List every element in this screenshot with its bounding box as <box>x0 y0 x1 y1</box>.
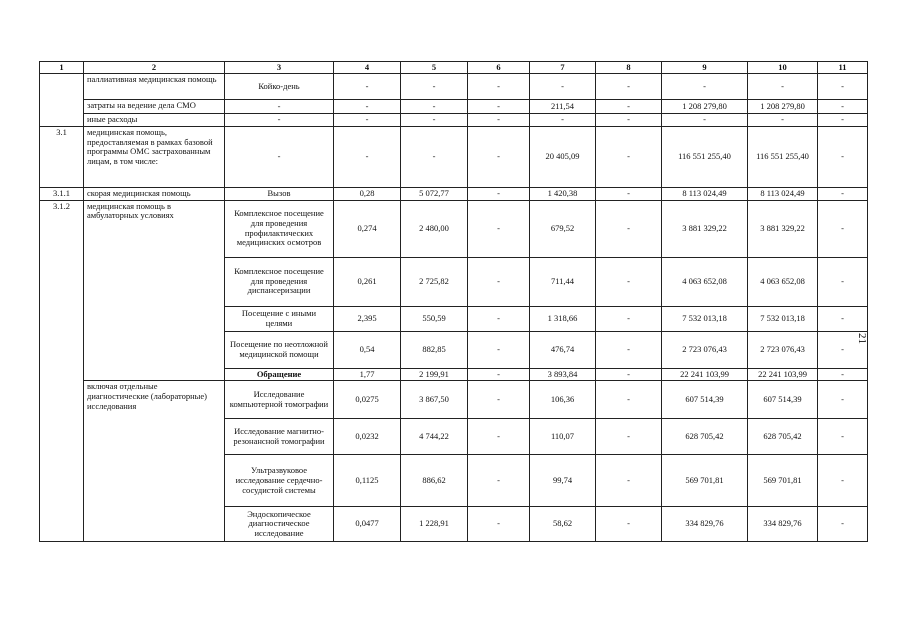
table-cell: 1 228,91 <box>401 507 468 542</box>
table-row <box>40 187 868 200</box>
col-header: 7 <box>530 62 596 74</box>
table-row <box>40 114 868 127</box>
table-cell: 116 551 255,40 <box>748 126 818 187</box>
table-cell: - <box>530 74 596 100</box>
table-cell: - <box>468 368 530 381</box>
table-cell: 99,74 <box>530 455 596 507</box>
col-header: 1 <box>40 62 84 74</box>
table-cell: 3 881 329,22 <box>662 200 748 257</box>
row-name: медицинская помощь в амбулаторных условиях <box>84 200 225 381</box>
table-cell: - <box>818 187 868 200</box>
table-cell: 886,62 <box>401 455 468 507</box>
table-cell: - <box>596 114 662 127</box>
table-cell: 2 725,82 <box>401 257 468 306</box>
col-header: 3 <box>225 62 334 74</box>
row-name: медицинская помощь, предоставляемая в рамках базовой программы ОМС застрахованным лицам, в том числе: <box>84 126 225 187</box>
table-cell: - <box>468 126 530 187</box>
table-cell: - <box>596 187 662 200</box>
col-header: 8 <box>596 62 662 74</box>
table-cell: 106,36 <box>530 381 596 419</box>
table-cell: 550,59 <box>401 306 468 331</box>
table-cell: - <box>468 331 530 368</box>
table-cell: - <box>818 306 868 331</box>
table-cell: 5 072,77 <box>401 187 468 200</box>
column-number-row <box>40 62 868 74</box>
table-cell: - <box>468 306 530 331</box>
table-cell: 211,54 <box>530 100 596 114</box>
table-cell: - <box>468 187 530 200</box>
table-cell: 2 723 076,43 <box>662 331 748 368</box>
table-cell: 3 867,50 <box>401 381 468 419</box>
table-cell: 4 744,22 <box>401 419 468 455</box>
col-header: 9 <box>662 62 748 74</box>
table-cell: - <box>818 368 868 381</box>
table-cell: - <box>334 114 401 127</box>
table-cell: - <box>468 100 530 114</box>
table-cell: 8 113 024,49 <box>748 187 818 200</box>
table-cell: 1 420,38 <box>530 187 596 200</box>
table-cell: - <box>596 507 662 542</box>
table-cell: 110,07 <box>530 419 596 455</box>
row-number <box>40 74 84 127</box>
table-cell: - <box>818 200 868 257</box>
unit-cell: Исследование магнитно-резонансной томографии <box>225 419 334 455</box>
table-cell: 58,62 <box>530 507 596 542</box>
row-name: иные расходы <box>84 114 225 127</box>
row-number: 3.1 <box>40 126 84 187</box>
unit-cell: Вызов <box>225 187 334 200</box>
unit-cell: - <box>225 126 334 187</box>
row-name: включая отдельные диагностические (лабораторные) исследования <box>84 381 225 542</box>
table-cell: 334 829,76 <box>748 507 818 542</box>
col-header: 10 <box>748 62 818 74</box>
table-cell: 1,77 <box>334 368 401 381</box>
table-cell: 882,85 <box>401 331 468 368</box>
table-cell: 4 063 652,08 <box>662 257 748 306</box>
table-cell: - <box>468 455 530 507</box>
table-cell: - <box>334 100 401 114</box>
table-cell: - <box>468 114 530 127</box>
table-cell: - <box>334 126 401 187</box>
table-cell: - <box>818 419 868 455</box>
table-cell: 569 701,81 <box>748 455 818 507</box>
unit-cell: Койко-день <box>225 74 334 100</box>
table-cell: - <box>468 507 530 542</box>
table-cell: 1 208 279,80 <box>662 100 748 114</box>
table-cell: 0,261 <box>334 257 401 306</box>
table-cell: - <box>818 455 868 507</box>
unit-cell: Посещение с иными целями <box>225 306 334 331</box>
table-cell: 22 241 103,99 <box>662 368 748 381</box>
table-cell: - <box>334 74 401 100</box>
table-cell: 334 829,76 <box>662 507 748 542</box>
table-cell: - <box>818 74 868 100</box>
table-cell: - <box>596 257 662 306</box>
unit-cell: Обращение <box>225 368 334 381</box>
table-cell: 0,1125 <box>334 455 401 507</box>
table-row <box>40 74 868 100</box>
table-cell: 2 723 076,43 <box>748 331 818 368</box>
table-cell: - <box>596 100 662 114</box>
table-cell: - <box>662 114 748 127</box>
table-cell: - <box>596 368 662 381</box>
table-cell: 0,28 <box>334 187 401 200</box>
table-cell: 2 199,91 <box>401 368 468 381</box>
table-cell: - <box>748 114 818 127</box>
table-cell: - <box>596 419 662 455</box>
table-cell: - <box>401 114 468 127</box>
table-cell: 0,0275 <box>334 381 401 419</box>
table-cell: - <box>818 126 868 187</box>
table-cell: 607 514,39 <box>748 381 818 419</box>
table-cell: - <box>401 74 468 100</box>
table-cell: 1 208 279,80 <box>748 100 818 114</box>
table-cell: - <box>818 100 868 114</box>
table-cell: - <box>468 381 530 419</box>
col-header: 11 <box>818 62 868 74</box>
unit-cell: Комплексное посещение для проведения диспансеризации <box>225 257 334 306</box>
table-cell: - <box>818 507 868 542</box>
table-cell: - <box>662 74 748 100</box>
col-header: 6 <box>468 62 530 74</box>
table-cell: 628 705,42 <box>662 419 748 455</box>
table-cell: - <box>596 74 662 100</box>
table-cell: 628 705,42 <box>748 419 818 455</box>
table-row <box>40 381 868 419</box>
table-cell: 2,395 <box>334 306 401 331</box>
table-cell: 569 701,81 <box>662 455 748 507</box>
col-header: 2 <box>84 62 225 74</box>
row-name: скорая медицинская помощь <box>84 187 225 200</box>
row-name: затраты на ведение дела СМО <box>84 100 225 114</box>
table-cell: - <box>468 74 530 100</box>
table-cell: 0,0232 <box>334 419 401 455</box>
unit-cell: - <box>225 100 334 114</box>
table-cell: - <box>530 114 596 127</box>
table-cell: - <box>596 455 662 507</box>
unit-cell: Посещение по неотложной медицинской помощи <box>225 331 334 368</box>
table-cell: 22 241 103,99 <box>748 368 818 381</box>
table-cell: 3 881 329,22 <box>748 200 818 257</box>
table-row <box>40 100 868 114</box>
table-cell: - <box>468 200 530 257</box>
row-number: 3.1.2 <box>40 200 84 542</box>
table-cell: 4 063 652,08 <box>748 257 818 306</box>
col-header: 4 <box>334 62 401 74</box>
page-number: 21 <box>856 333 868 344</box>
table-cell: - <box>818 114 868 127</box>
table-row <box>40 200 868 257</box>
table-cell: 3 893,84 <box>530 368 596 381</box>
table-cell: - <box>596 126 662 187</box>
table-cell: - <box>468 419 530 455</box>
table-cell: 20 405,09 <box>530 126 596 187</box>
table-cell: 0,0477 <box>334 507 401 542</box>
table-cell: - <box>748 74 818 100</box>
unit-cell: Эндоскопическое диагностическое исследование <box>225 507 334 542</box>
table-cell: 8 113 024,49 <box>662 187 748 200</box>
table-cell: 0,274 <box>334 200 401 257</box>
table-cell: - <box>401 126 468 187</box>
table-cell: 116 551 255,40 <box>662 126 748 187</box>
table-cell: - <box>818 257 868 306</box>
financing-table <box>39 61 868 542</box>
table-cell: 1 318,66 <box>530 306 596 331</box>
table-cell: 711,44 <box>530 257 596 306</box>
table-row <box>40 126 868 187</box>
unit-cell: Ультразвуковое исследование сердечно-сосудистой системы <box>225 455 334 507</box>
table-cell: - <box>818 381 868 419</box>
table-cell: 0,54 <box>334 331 401 368</box>
table-cell: - <box>818 331 868 368</box>
table-cell: - <box>596 306 662 331</box>
table-cell: - <box>596 331 662 368</box>
table-cell: 679,52 <box>530 200 596 257</box>
unit-cell: Исследование компьютерной томографии <box>225 381 334 419</box>
table-cell: - <box>468 257 530 306</box>
table-cell: 476,74 <box>530 331 596 368</box>
table-cell: 607 514,39 <box>662 381 748 419</box>
unit-cell: Комплексное посещение для проведения профилактических медицинских осмотров <box>225 200 334 257</box>
table-cell: - <box>401 100 468 114</box>
col-header: 5 <box>401 62 468 74</box>
table-cell: 7 532 013,18 <box>662 306 748 331</box>
row-name: паллиативная медицинская помощь <box>84 74 225 100</box>
unit-cell: - <box>225 114 334 127</box>
table-cell: 2 480,00 <box>401 200 468 257</box>
table-cell: - <box>596 200 662 257</box>
table-cell: - <box>596 381 662 419</box>
row-number: 3.1.1 <box>40 187 84 200</box>
table-cell: 7 532 013,18 <box>748 306 818 331</box>
